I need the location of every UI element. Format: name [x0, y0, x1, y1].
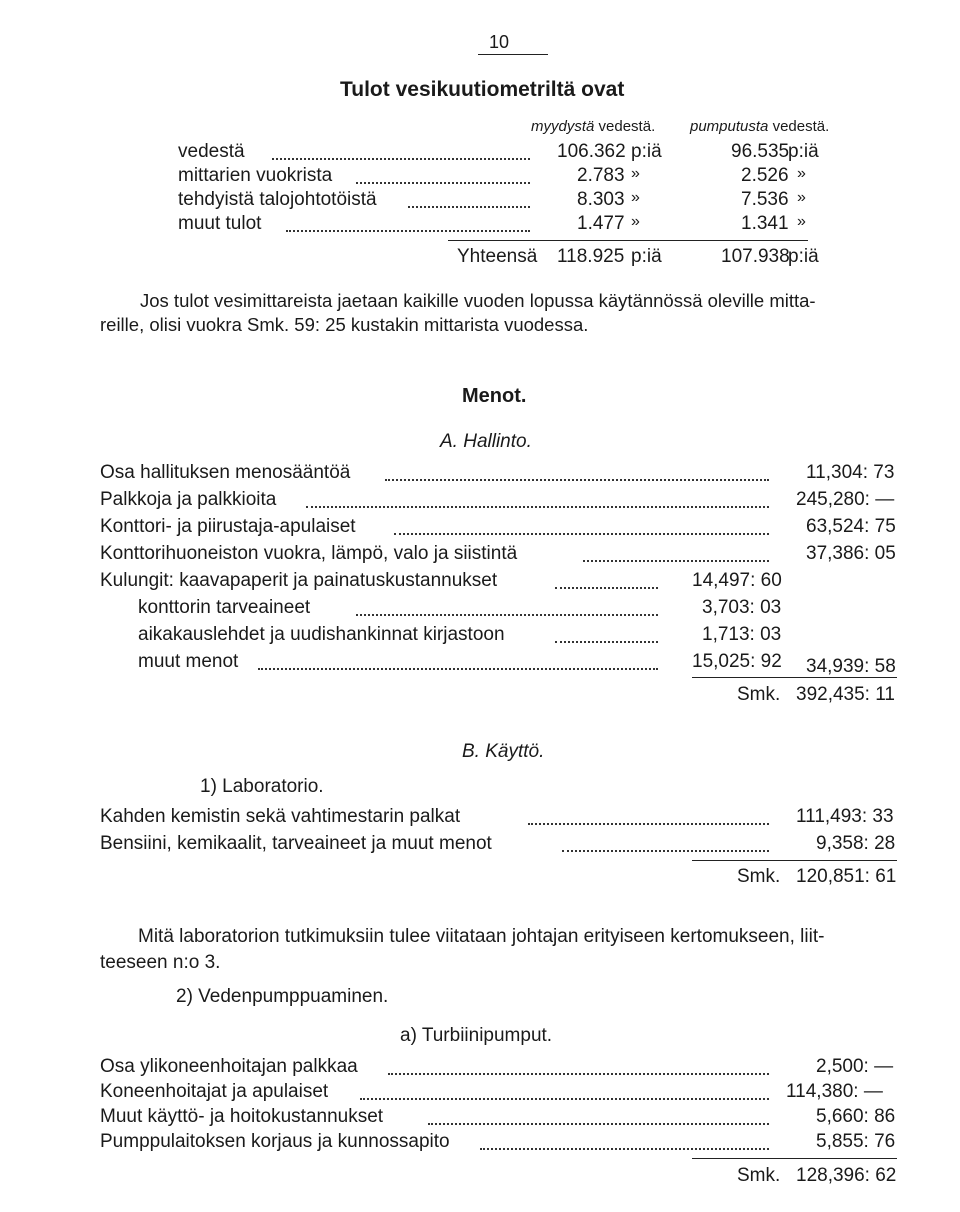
pump-heading: 2) Vedenpumppuaminen. — [176, 986, 389, 1007]
expense-subamount: 3,703: 03 — [702, 597, 782, 618]
expense-label: Konttorihuoneiston vuokra, lämpö, valo ja siistintä — [100, 543, 518, 564]
income-row-u2: p:iä — [788, 141, 819, 162]
col2-header — [690, 118, 829, 135]
leader-dots — [388, 1073, 769, 1075]
expense-amount: 2,500: — — [816, 1056, 894, 1077]
income-total-v2: 107.938 — [721, 246, 790, 267]
hallinto-total-rule — [692, 677, 897, 678]
income-row-v2: 2.526 — [741, 165, 789, 186]
col1-header-rest: vedestä. — [598, 118, 656, 135]
income-note-line1: Jos tulot vesimittareista jaetaan kaikille vuoden lopussa käytännössä oleville mitta- — [140, 290, 816, 311]
col2-header-rest: vedestä. — [772, 118, 830, 135]
lab-note-line1: Mitä laboratorion tutkimuksiin tulee viitataan johtajan erityiseen kertomukseen, liit- — [138, 926, 825, 947]
lab-total-rule — [692, 860, 897, 861]
income-total-u1: p:iä — [631, 246, 662, 267]
leader-dots — [356, 614, 658, 616]
expense-label: Konttori- ja piirustaja-apulaiset — [100, 516, 356, 537]
income-total-rule — [448, 240, 808, 241]
expense-sublabel: Kulungit: kaavapaperit ja painatuskustannukset — [100, 570, 498, 591]
income-row-v1: 2.783 — [577, 165, 625, 186]
col1-header — [531, 118, 655, 135]
expense-amount: 11,304: 73 — [806, 462, 895, 483]
turbine-total-rule — [692, 1158, 897, 1159]
income-total-v1: 118.925 — [557, 246, 625, 267]
income-row-u1: p:iä — [631, 141, 662, 162]
income-note-line2: reille, olisi vuokra Smk. 59: 25 kustakin mittarista vuodessa. — [100, 314, 589, 335]
income-row-v2: 7.536 — [741, 189, 789, 210]
leader-dots — [286, 230, 530, 232]
expense-subamount: 1,713: 03 — [702, 624, 782, 645]
income-total-u2: p:iä — [788, 246, 819, 267]
expense-sublabel: aikakauslehdet ja uudishankinnat kirjastoon — [138, 624, 505, 645]
income-row-v2: 1.341 — [741, 213, 789, 234]
leader-dots — [272, 158, 530, 160]
income-row-u2: » — [797, 189, 806, 206]
leader-dots — [555, 641, 658, 643]
expense-label: Kahden kemistin sekä vahtimestarin palkat — [100, 806, 461, 827]
expense-label: Osa ylikoneenhoitajan palkkaa — [100, 1056, 358, 1077]
hallinto-total: 392,435: 11 — [796, 684, 895, 705]
expense-sublabel: konttorin tarveaineet — [138, 597, 311, 618]
lab-note-line2: teeseen n:o 3. — [100, 952, 221, 973]
income-total-label: Yhteensä — [457, 246, 538, 267]
income-row-v1: 106.362 — [557, 141, 626, 162]
leader-dots — [555, 587, 658, 589]
expense-amount: 9,358: 28 — [816, 833, 896, 854]
income-row-u1: » — [631, 213, 640, 230]
leader-dots — [258, 668, 658, 670]
lab-total: 120,851: 61 — [796, 866, 897, 887]
col2-header-italic: pumputusta — [690, 118, 769, 135]
leader-dots — [360, 1098, 769, 1100]
expense-amount: 245,280: — — [796, 489, 895, 510]
kulungit-total: 34,939: 58 — [806, 656, 896, 677]
income-row-u2: » — [797, 165, 806, 182]
leader-dots — [428, 1123, 769, 1125]
expense-subamount: 14,497: 60 — [692, 570, 782, 591]
income-row-label: vedestä — [178, 141, 245, 162]
expense-amount: 5,855: 76 — [816, 1131, 896, 1152]
expenses-title: Menot. — [462, 385, 527, 407]
hallinto-total-label: Smk. — [737, 684, 781, 705]
turbine-total: 128,396: 62 — [796, 1165, 897, 1186]
page-number: 10 — [489, 32, 510, 52]
income-row-u1: » — [631, 189, 640, 206]
lab-total-label: Smk. — [737, 866, 781, 887]
expense-label: Muut käyttö- ja hoitokustannukset — [100, 1106, 384, 1127]
lab-heading: 1) Laboratorio. — [200, 776, 324, 797]
expense-label: Pumppulaitoksen korjaus ja kunnossapito — [100, 1131, 450, 1152]
leader-dots — [385, 479, 769, 481]
expense-amount: 63,524: 75 — [806, 516, 896, 537]
turbine-total-label: Smk. — [737, 1165, 781, 1186]
leader-dots — [394, 533, 769, 535]
income-row-label: mittarien vuokrista — [178, 165, 333, 186]
col1-header-italic: myydystä — [531, 118, 595, 135]
section-a-heading: A. Hallinto. — [440, 431, 532, 452]
expense-label: Palkkoja ja palkkioita — [100, 489, 277, 510]
income-row-u1: » — [631, 165, 640, 182]
income-row-v2: 96.535 — [731, 141, 790, 162]
income-row-label: muut tulot — [178, 213, 262, 234]
leader-dots — [480, 1148, 769, 1150]
turbine-heading: a) Turbiinipumput. — [400, 1025, 553, 1046]
expense-amount: 5,660: 86 — [816, 1106, 896, 1127]
expense-label: Osa hallituksen menosääntöä — [100, 462, 351, 483]
leader-dots — [408, 206, 530, 208]
expense-sublabel: muut menot — [138, 651, 239, 672]
income-row-u2: » — [797, 213, 806, 230]
income-title: Tulot vesikuutiometriltä ovat — [340, 78, 625, 101]
income-row-v1: 8.303 — [577, 189, 625, 210]
expense-label: Bensiini, kemikaalit, tarveaineet ja muut menot — [100, 833, 492, 854]
expense-amount: 114,380: — — [786, 1081, 883, 1102]
income-row-v1: 1.477 — [577, 213, 625, 234]
leader-dots — [562, 850, 769, 852]
leader-dots — [583, 560, 769, 562]
page-number-rule — [478, 54, 548, 55]
expense-amount: 37,386: 05 — [806, 543, 896, 564]
section-b-heading: B. Käyttö. — [462, 741, 545, 762]
leader-dots — [528, 823, 769, 825]
expense-amount: 111,493: 33 — [796, 806, 894, 827]
expense-label: Koneenhoitajat ja apulaiset — [100, 1081, 329, 1102]
leader-dots — [306, 506, 769, 508]
income-row-label: tehdyistä talojohtotöistä — [178, 189, 377, 210]
expense-subamount: 15,025: 92 — [692, 651, 782, 672]
leader-dots — [356, 182, 530, 184]
